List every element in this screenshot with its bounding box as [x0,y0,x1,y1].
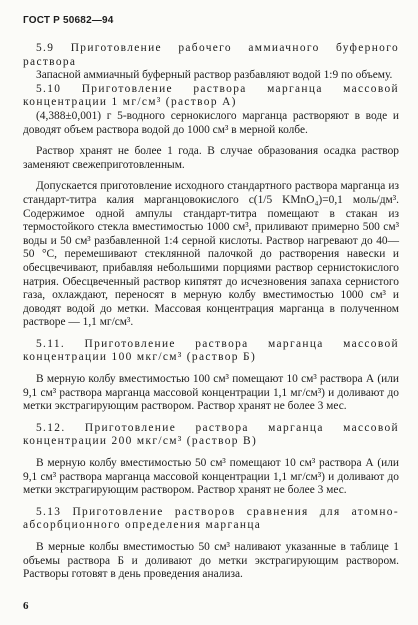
paragraph: Допускается приготовление исходного стандартного раствора марганца из стандарт-титра калия марганцовокислого с(1/5 KMnO₄)=0,1 моль/дм³. Содержимое одной ампулы стандарт-титра помещают в стакан из термостойкого стекла вместимостью 1000 см³, приливают примерно 500 см³ воды и 50 см³ разбавленной 1:4 серной кислоты. Раствор нагревают до 40—50 °С, перемешивают стеклянной палочкой до растворения навески и обесцвечивают, прибавляя небольшими порциями раствор сернистокислого натрия. Обесцвеченный раствор кипятят до исчезновения запаха сернистого газа, охлаждают, переносят в мерную колбу вместимостью 1000 см³ и доводят водой до метки. Массовая концентрация марганца в полученном растворе — 1,1 мг/см³. [23,180,399,329]
section-5-10-heading: 5.10 Приготовление раствора марганца массовой концентрации 1 мг/см³ (раствор А) [23,82,399,109]
section-5-13-heading: 5.13 Приготовление растворов сравнения для атомно-абсорбционного определения марганца [23,505,399,532]
paragraph: Раствор хранят не более 1 года. В случае образования осадка раствор заменяют свежеприготовленным. [23,145,399,171]
section-5-11-heading: 5.11. Приготовление раствора марганца массовой концентрации 100 мкг/см³ (раствор Б) [23,337,399,364]
paragraph: Запасной аммиачный буферный раствор разбавляют водой 1:9 по объему. [36,69,393,82]
paragraph: В мерную колбу вместимостью 50 см³ помещают 10 см³ раствора А (или 9,1 см³ раствора марганца массовой концентрации 1,1 мг/см³) и доливают до метки экстрагирующим раствором. Раствор хранят не более 3 мес. [23,457,399,497]
section-5-12-heading: 5.12. Приготовление раствора марганца массовой концентрации 200 мкг/см³ (раствор В) [23,421,399,448]
paragraph: В мерную колбу вместимостью 100 см³ помещают 10 см³ раствора А (или 9,1 см³ раствора марганца массовой концентрации 1,1 мг/см³) и доливают до метки экстрагирующим раствором. Раствор хранят не более 3 мес. [23,373,399,413]
paragraph: (4,388±0,001) г 5-водного сернокислого марганца растворяют в воде и доводят объем раствора водой до 1000 см³ в мерной колбе. [23,109,399,136]
section-5-9-heading: 5.9 Приготовление рабочего аммиачного буферного раствора [23,42,399,68]
page-header: ГОСТ Р 50682—94 [23,15,114,26]
paragraph: В мерные колбы вместимостью 50 см³ наливают указанные в таблице 1 объемы раствора Б и доливают до метки экстрагирующим раствором. Растворы готовят в день проведения анализа. [23,541,399,581]
page-number: 6 [23,600,29,612]
document-body [23,42,399,582]
